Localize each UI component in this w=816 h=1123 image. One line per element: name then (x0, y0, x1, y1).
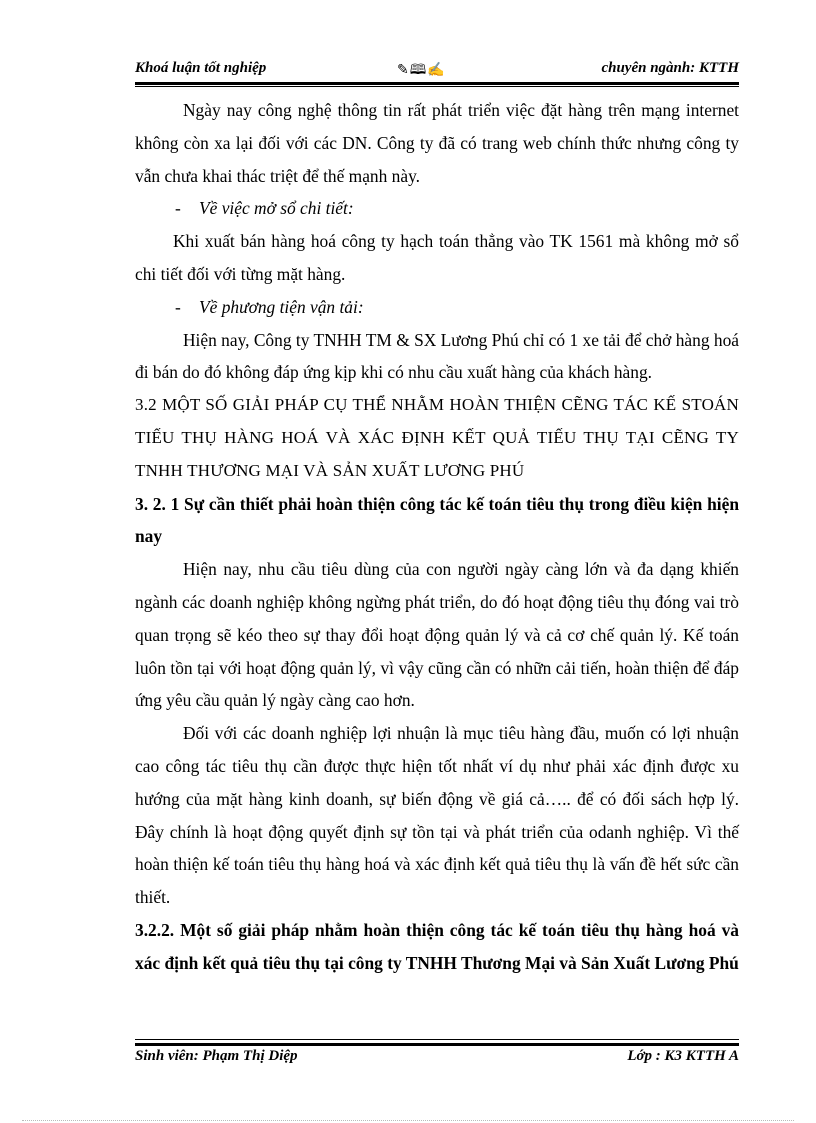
footer-rule-thick (135, 1043, 739, 1046)
subsection-heading-3-2-1: 3. 2. 1 Sự cần thiết phải hoàn thiện công tác kế toán tiêu thụ trong điều kiện hiện nay (135, 493, 739, 547)
header-left-text: Khoá luận tốt nghiệp (135, 60, 267, 76)
document-body (135, 94, 739, 980)
header-right-text: chuyên ngành: KTTH (601, 60, 739, 76)
bullet-text: Về việc mở sổ chi tiết: (199, 198, 354, 219)
bullet-transport (135, 291, 739, 324)
bullet-dash: - (175, 198, 181, 219)
paragraph-transport: Hiện nay, Công ty TNHH TM & SX Lương Phú chỉ có 1 xe tải để chở hàng hoá đi bán do đó không đáp ứng kịp khi có nhu cầu xuất hàng của khách hàng. (135, 329, 739, 383)
page-header (135, 58, 739, 80)
section-heading-3-2: 3.2 MỘT SỐ GIẢI PHÁP CỤ THỂ NHẰM HOÀN THIỆN CẼNG TÁC KẾ STOÁN TIẾU THỤ HÀNG HOÁ VÀ XÁC ĐỊNH KẾT QUẢ TIẾU THỤ TẠI CẼNG TY TNHH THƯƠNG MẠI VÀ SẢN XUẤT LƯƠNG PHÚ (135, 395, 739, 480)
paragraph-internet: Ngày nay công nghệ thông tin rất phát triển việc đặt hàng trên mạng internet không còn xa lại đối với các DN. Công ty đã có trang web chính thức nhưng công ty vẫn chưa khai thác triệt để thế mạnh này. (135, 100, 739, 186)
page-bottom-divider (22, 1120, 794, 1121)
bullet-detail-books (135, 192, 739, 225)
bullet-text: Về phương tiện vận tải: (199, 296, 364, 317)
header-rule-thin (135, 86, 739, 87)
paragraph-detail-books: Khi xuất bán hàng hoá công ty hạch toán thẳng vào TK 1561 mà không mở sổ chi tiết đối với từng mặt hàng. (135, 231, 739, 284)
footer-class: Lớp : K3 KTTH A (627, 1048, 739, 1064)
footer-student-name: Sinh viên: Phạm Thị Diệp (135, 1048, 298, 1064)
header-ornament-icon: ✎🕮✍ (397, 63, 446, 78)
paragraph-consumption-needs: Hiện nay, nhu cầu tiêu dùng của con người ngày càng lớn và đa dạng khiến ngành các doanh nghiệp không ngừng phát triển, do đó hoạt động tiêu thụ đóng vai trò quan trọng sẽ kéo theo sự thay đổi hoạt động quản lý và cả cơ chế quản lý. Kế toán luôn tồn tại với hoạt động quản lý, vì vậy cũng cần có nhữn cải tiến, hoàn thiện để đáp ứng yêu cầu quản lý ngày càng cao hơn. (135, 559, 739, 711)
header-rule-thick (135, 82, 739, 85)
subsection-heading-3-2-2: 3.2.2. Một số giải pháp nhằm hoàn thiện công tác kế toán tiêu thụ hàng hoá và xác định kết quả tiêu thụ tại công ty TNHH Thương Mại và Sản Xuất Lương Phú (135, 919, 739, 973)
paragraph-profit-goal: Đối với các doanh nghiệp lợi nhuận là mục tiêu hàng đầu, muốn có lợi nhuận cao công tác tiêu thụ cần được thực hiện tốt nhất ví dụ như phải xác định được xu hướng của mặt hàng kinh doanh, sự biến động về giá cả….. để có đối sách hợp lý. Đây chính là hoạt động quyết định sự tồn tại và phát triển của odanh nghiệp. Vì thế hoàn thiện kế toán tiêu thụ hàng hoá và xác định kết quả tiêu thụ là vấn đề hết sức cần thiết. (135, 723, 739, 908)
page-footer (135, 1048, 739, 1070)
bullet-dash: - (175, 296, 181, 317)
footer-rule-thin (135, 1039, 739, 1040)
